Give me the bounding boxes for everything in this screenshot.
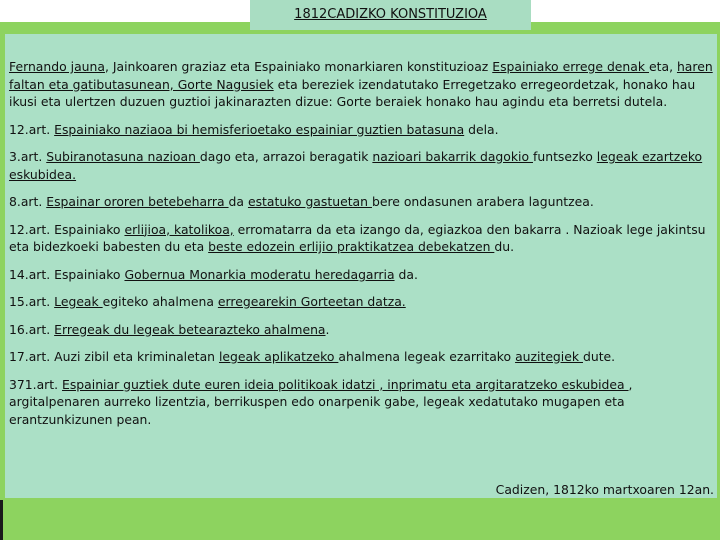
text-segment: 16.art.	[9, 321, 55, 337]
article-paragraph	[9, 376, 714, 429]
article-paragraph	[9, 148, 714, 183]
underlined-text: haren faltan eta gatibutasunean, Gorte Nagusiek	[9, 59, 713, 92]
underlined-text: Fernando jauna	[9, 59, 105, 74]
underlined-text: Espainiar guztiek dute euren ideia politikoak idatzi , inprimatu eta argitaratzeko eskubidea	[62, 376, 629, 392]
underlined-text: Erregeak du legeak betearazteko ahalmena	[54, 321, 326, 337]
text-segment: ahalmena legeak ezarritako	[338, 349, 516, 364]
underlined-text: beste edozein erlijio praktikatzea debekatzen	[208, 239, 495, 254]
text-segment: 17.art. Auzi zibil eta kriminaletan	[9, 349, 219, 364]
text-segment: du.	[494, 239, 515, 254]
article-paragraph	[9, 348, 714, 366]
underlined-text: auzitegiek	[515, 349, 583, 364]
text-segment: dago eta, arrazoi beragatik	[199, 149, 373, 164]
text-segment: erromatarra da eta izango da, egiazkoa den bakarra . Nazioak lege jakintsu eta bidezkoeki babesten du eta	[9, 221, 706, 254]
text-segment: dela.	[464, 121, 499, 137]
text-segment: 14.art. Espainiako	[9, 266, 125, 282]
text-segment: , Jainkoaren graziaz eta Espainiako monarkiaren konstituzioaz	[104, 59, 493, 74]
left-edge-bar	[0, 500, 3, 540]
text-segment: 15.art.	[9, 294, 55, 309]
article-paragraph	[9, 266, 714, 284]
closing-line: Cadizen, 1812ko martxoaren 12an.	[495, 482, 714, 497]
underlined-text: Espainiako naziaoa bi hemisferioetako espainiar guztien batasuna	[54, 121, 465, 137]
constitution-text	[9, 58, 714, 438]
text-segment: 8.art.	[9, 194, 47, 209]
document-title: 1812CADIZKO KONSTITUZIOA	[250, 0, 531, 30]
text-segment: eta,	[649, 59, 677, 74]
text-segment: egiteko ahalmena	[102, 294, 218, 309]
text-segment: 12.art. Espainiako	[9, 221, 125, 237]
text-segment: 12.art.	[9, 121, 55, 137]
article-paragraph	[9, 221, 714, 256]
text-segment: da.	[394, 266, 418, 282]
underlined-text: estatuko gastuetan	[247, 194, 372, 209]
text-segment: dute.	[582, 349, 616, 364]
underlined-text: Espainar ororen betebeharra	[46, 194, 229, 209]
text-segment: , argitalpenaren aurreko lizentzia, berrikuspen edo onarpenik gabe, legeak xedatutako mugapen eta erantzunkizunen pean.	[9, 376, 633, 427]
preamble-paragraph	[9, 58, 714, 111]
underlined-text: nazioari bakarrik dagokio	[372, 149, 533, 164]
text-segment: .	[325, 321, 330, 337]
text-segment: funtsezko	[533, 149, 597, 164]
text-segment: 3.art.	[9, 149, 47, 164]
text-segment: da	[228, 194, 248, 209]
article-paragraph	[9, 293, 714, 311]
underlined-text: erregearekin Gorteetan datza.	[217, 294, 406, 309]
text-segment: bere ondasunen arabera laguntzea.	[371, 194, 594, 209]
article-paragraph	[9, 121, 714, 139]
underlined-text: Espainiako errege denak	[492, 59, 649, 74]
text-segment: eta bereziek izendatutako Erregetzako erregeordetzak, honako hau ikusi eta ulertzen duzuen guztioi jakinarazten dizue: Gorte beraiek honako hau agindu eta berretsi dutela.	[9, 76, 696, 109]
article-paragraph	[9, 321, 714, 339]
underlined-text: Legeak	[54, 294, 103, 309]
underlined-text: legeak aplikatzeko	[218, 349, 339, 364]
underlined-text: erlijioa, katolikoa,	[124, 221, 234, 237]
underlined-text: Subiranotasuna nazioan	[46, 149, 200, 164]
article-paragraph	[9, 193, 714, 211]
text-segment: 371.art.	[9, 376, 63, 392]
underlined-text: Gobernua Monarkia moderatu heredagarria	[124, 266, 395, 282]
underlined-text: legeak ezartzeko eskubidea.	[9, 149, 703, 182]
